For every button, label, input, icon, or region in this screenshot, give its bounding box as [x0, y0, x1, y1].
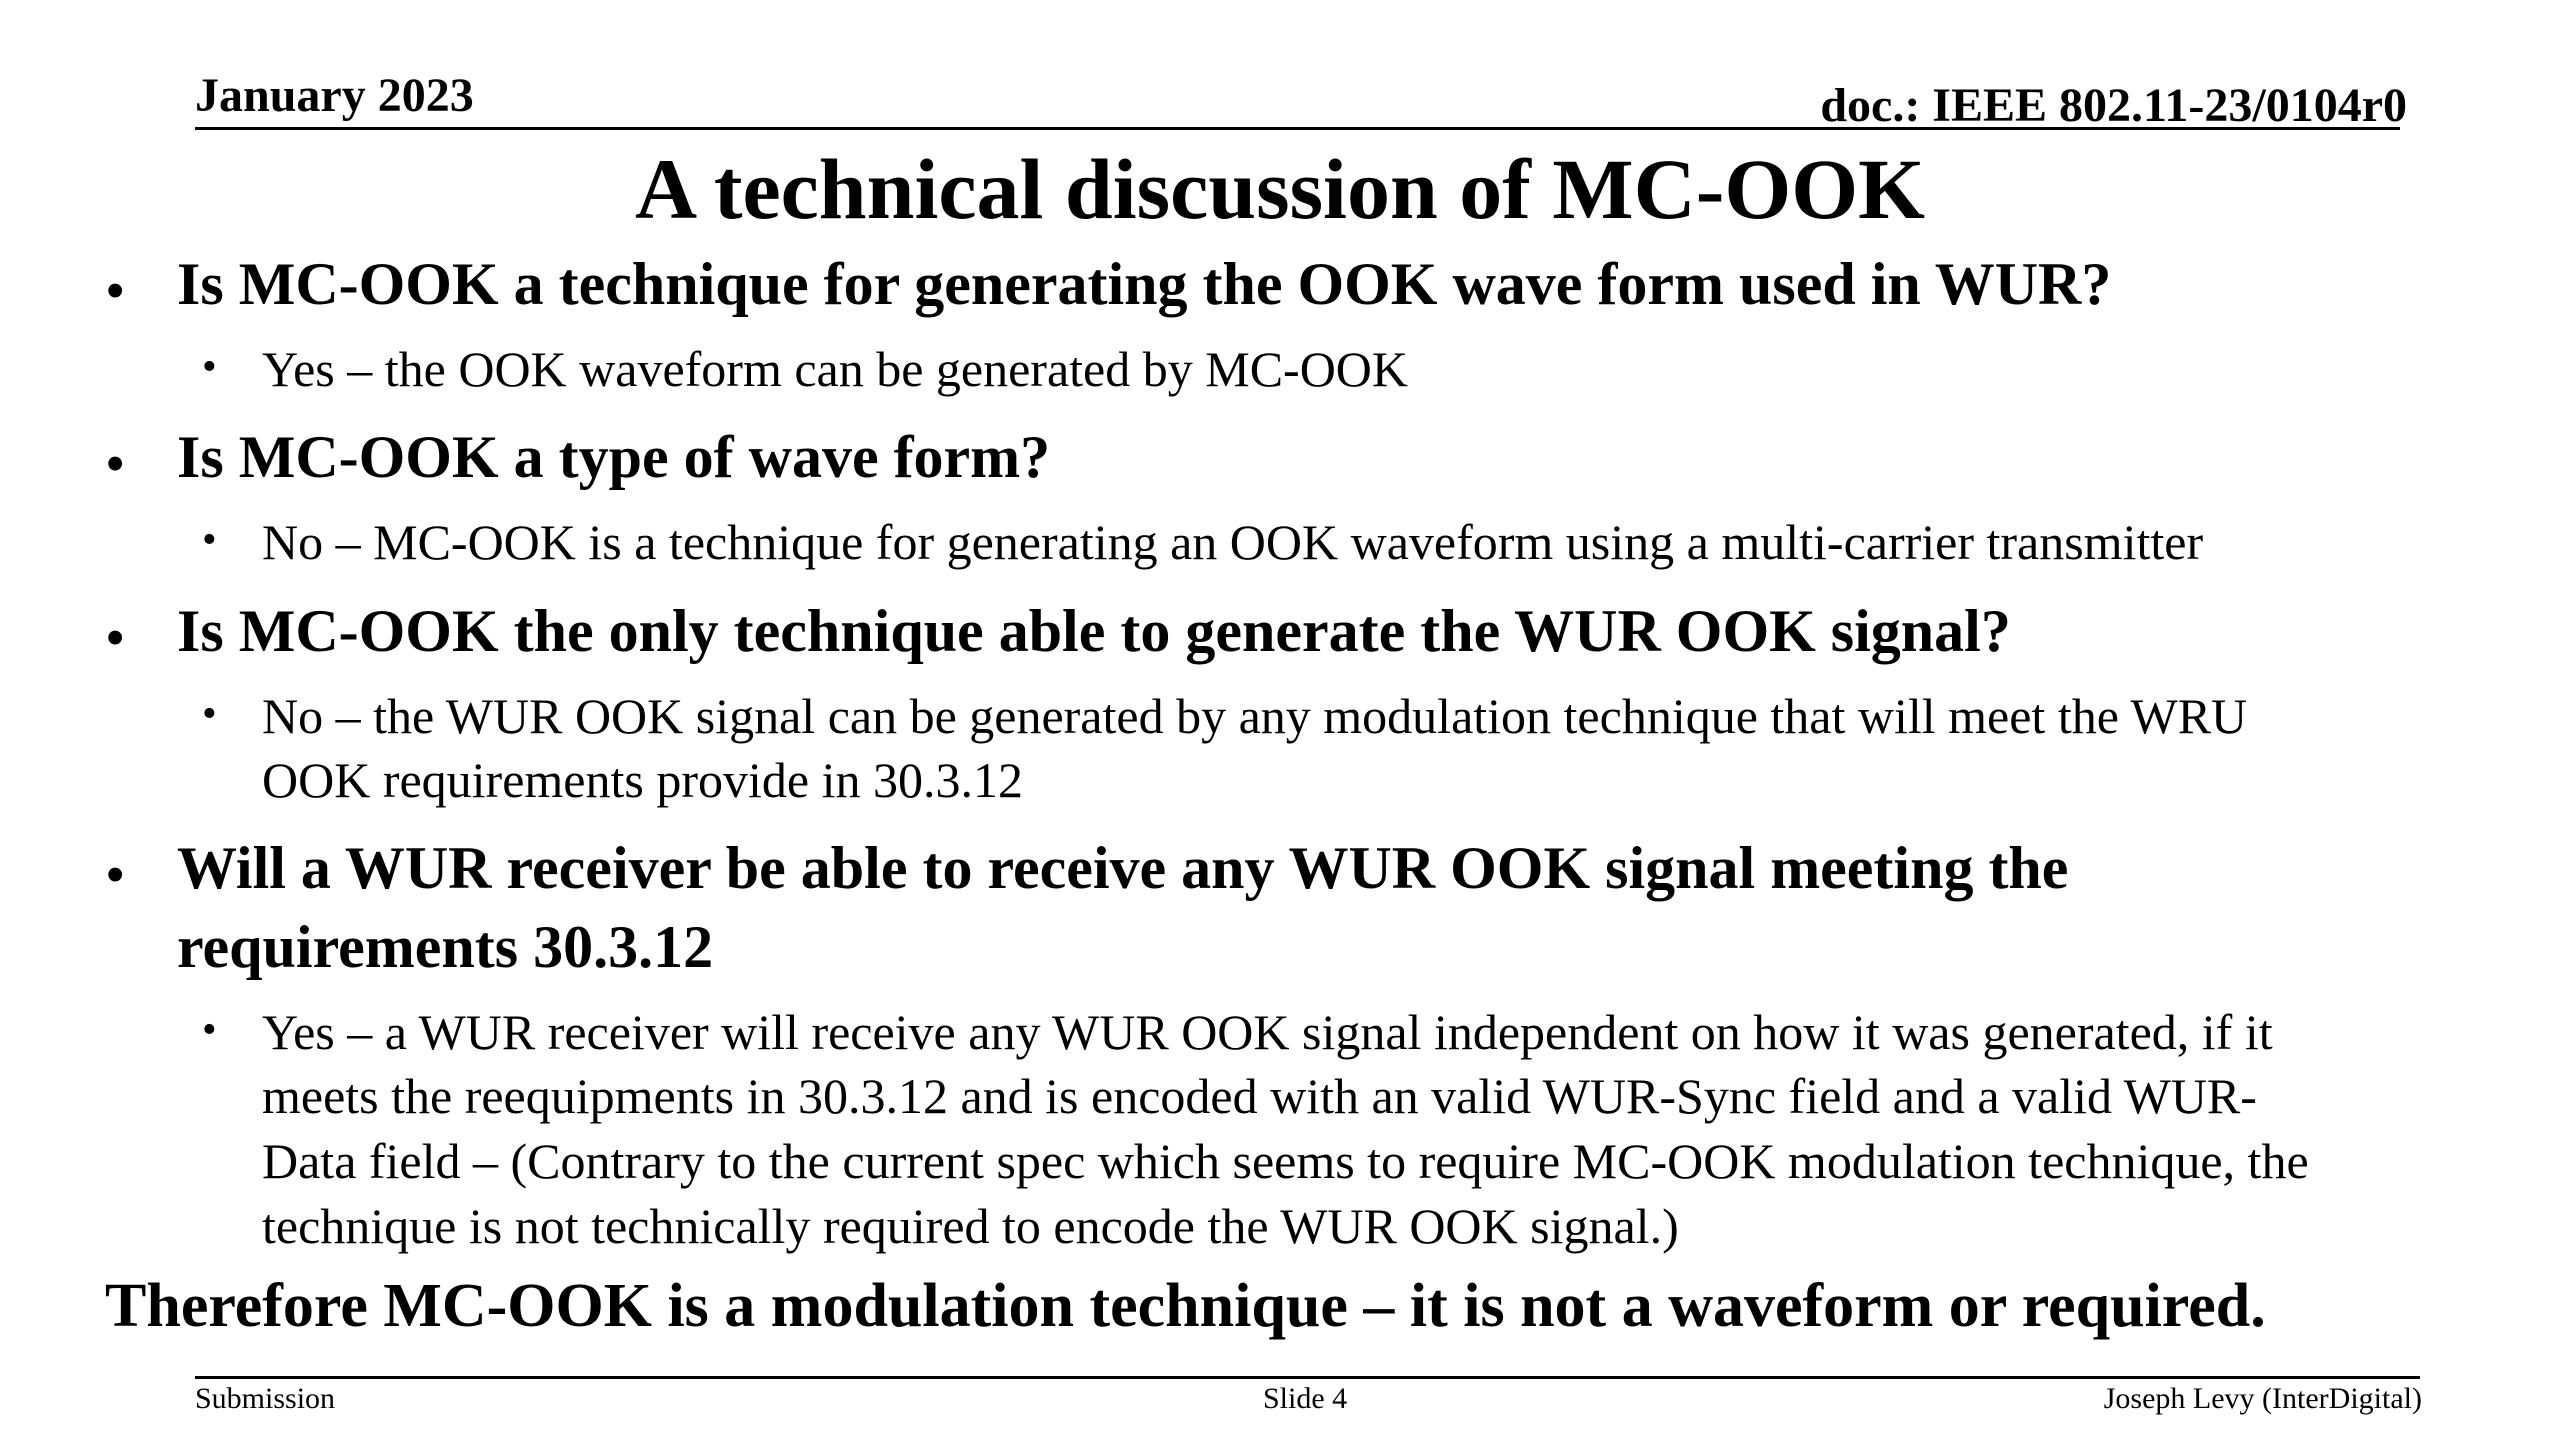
answer-text-line: technique is not technically required to encode the WUR OOK signal.)	[262, 1198, 1679, 1254]
footer-divider	[195, 1376, 2420, 1379]
conclusion-statement: Therefore MC-OOK is a modulation technique – it is not a waveform or required.	[105, 1272, 2266, 1340]
header-doc-id: doc.: IEEE 802.11-23/0104r0	[1820, 79, 2407, 132]
bullet-dot: •	[202, 517, 217, 563]
bullet-dot: •	[105, 431, 126, 496]
answer-text-line: meets the reequipments in 30.3.12 and is encoded with an valid WUR-Sync field and a valid WUR-	[262, 1068, 2257, 1124]
answer-text-line: Yes – a WUR receiver will receive any WUR OOK signal independent on how it was generated, if it	[262, 1004, 2273, 1060]
answer-text-line: Data field – (Contrary to the current spec which seems to require MC-OOK modulation technique, the	[262, 1133, 2309, 1189]
question-text: Is MC-OOK a type of wave form?	[177, 424, 1051, 490]
question-text: Is MC-OOK the only technique able to generate the WUR OOK signal?	[177, 598, 2011, 664]
bullet-dot: •	[105, 842, 126, 907]
bullet-dot: •	[202, 344, 217, 390]
footer-author: Joseph Levy (InterDigital)	[2103, 1382, 2422, 1415]
bullet-dot: •	[202, 1007, 217, 1053]
footer-slide-number: Slide 4	[1263, 1382, 1348, 1415]
bullet-dot: •	[105, 605, 126, 670]
footer-submission: Submission	[195, 1382, 336, 1415]
bullet-dot: •	[202, 691, 217, 737]
answer-text-line: Yes – the OOK waveform can be generated by MC-OOK	[262, 341, 1409, 397]
question-text-line: requirements 30.3.12	[177, 914, 714, 980]
bullet-dot: •	[105, 258, 126, 323]
header-date: January 2023	[195, 69, 474, 122]
slide-title: A technical discussion of MC-OOK	[634, 141, 1926, 237]
question-text-line: Will a WUR receiver be able to receive any WUR OOK signal meeting the	[177, 835, 2069, 901]
answer-text-line: OOK requirements provide in 30.3.12	[262, 752, 1023, 808]
answer-text-line: No – the WUR OOK signal can be generated by any modulation technique that will meet the WRU	[262, 688, 2248, 744]
answer-text-line: No – MC-OOK is a technique for generating an OOK waveform using a multi-carrier transmitter	[262, 514, 2204, 570]
question-text: Is MC-OOK a technique for generating the OOK wave form used in WUR?	[177, 251, 2112, 317]
